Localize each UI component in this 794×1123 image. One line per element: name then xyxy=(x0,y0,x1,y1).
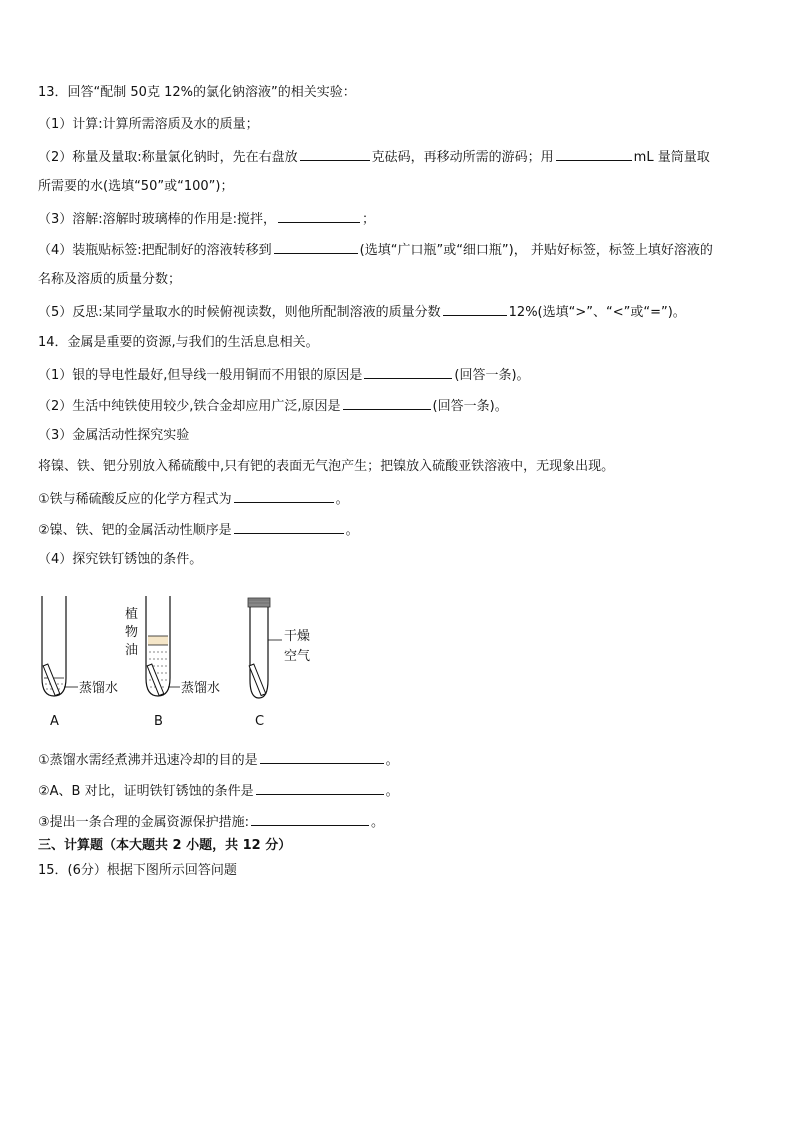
q13-step2 xyxy=(38,147,710,167)
q13-step2-text-c: mL 量筒量取 xyxy=(633,150,710,165)
q13-step5-text-b: 12%(选填“>”、“<”或“=”)。 xyxy=(508,305,686,320)
answer-blank[interactable] xyxy=(256,781,384,795)
q13-step3-text-a: （3）溶解:溶解时玻璃棒的作用是:搅拌， xyxy=(38,212,277,227)
q13-step2-cont: 所需要的水(选填“50”或“100”)； xyxy=(38,179,234,194)
test-tube-b xyxy=(125,596,220,729)
label-water-b: 蒸馏水 xyxy=(181,681,221,696)
q14-part1-text-a: （1）银的导电性最好,但导线一般用铜而不用银的原因是 xyxy=(38,368,363,383)
label-oil-2: 物 xyxy=(125,625,139,640)
label-oil-3: 油 xyxy=(125,643,139,658)
q14-part1-text-b: (回答一条)。 xyxy=(454,368,530,383)
q14-part2-text-a: （2）生活中纯铁使用较少,铁合金却应用广泛,原因是 xyxy=(38,399,341,414)
q14-part3-q1 xyxy=(38,489,349,509)
test-tube-a xyxy=(42,596,118,729)
answer-blank[interactable] xyxy=(343,396,431,410)
label-air-2: 空气 xyxy=(284,649,310,664)
stopper-icon xyxy=(248,598,270,607)
label-tube-a: A xyxy=(50,714,59,729)
oil-layer xyxy=(148,636,168,645)
q14-part3-q2 xyxy=(38,520,359,540)
q14-part2-text-b: (回答一条)。 xyxy=(432,399,508,414)
q13-step5 xyxy=(38,302,686,322)
answer-blank[interactable] xyxy=(234,489,334,503)
test-tubes-figure xyxy=(30,592,310,742)
answer-blank[interactable] xyxy=(260,750,384,764)
q13-step2-text-a: （2）称量及量取:称量氯化钠时，先在右盘放 xyxy=(38,150,298,165)
q14-title: 14．金属是重要的资源,与我们的生活息息相关。 xyxy=(38,335,319,350)
label-tube-b: B xyxy=(154,714,163,729)
q14-part4-q2-text-a: ②A、B 对比，证明铁钉锈蚀的条件是 xyxy=(38,784,254,799)
answer-blank[interactable] xyxy=(364,365,452,379)
q13-step4-text-b: (选填“广口瓶”或“细口瓶”)， 并贴好标签，标签上填好溶液的 xyxy=(359,243,713,258)
q14-part3-desc: 将镍、铁、钯分别放入稀硫酸中,只有钯的表面无气泡产生；把镍放入硫酸亚铁溶液中，无现象出现。 xyxy=(38,459,615,474)
test-tube-c xyxy=(248,598,310,729)
q14-part3-q1-text-a: ①铁与稀硫酸反应的化学方程式为 xyxy=(38,492,232,507)
q13-step3-text-b: ； xyxy=(362,212,376,227)
q14-part3-q2-text-b: 。 xyxy=(345,523,359,538)
answer-blank[interactable] xyxy=(300,147,370,161)
label-air-1: 干燥 xyxy=(284,629,310,644)
q14-part4-q1 xyxy=(38,750,399,770)
q13-step2-text-b: 克砝码，再移动所需的游码；用 xyxy=(371,150,554,165)
q14-part4-q2 xyxy=(38,781,399,801)
q13-title: 13．回答“配制 50克 12%的氯化钠溶液”的相关实验： xyxy=(38,85,356,100)
answer-blank[interactable] xyxy=(556,147,632,161)
label-tube-c: C xyxy=(255,714,265,729)
q14-part3: （3）金属活动性探究实验 xyxy=(38,428,190,443)
q14-part4-q1-text-b: 。 xyxy=(385,753,399,768)
q14-part3-q1-text-b: 。 xyxy=(335,492,349,507)
q14-part2 xyxy=(38,396,508,416)
q14-part1 xyxy=(38,365,530,385)
q13-step4-cont: 名称及溶质的质量分数； xyxy=(38,272,182,287)
q13-step4 xyxy=(38,240,713,260)
q14-part4: （4）探究铁钉锈蚀的条件。 xyxy=(38,552,203,567)
q14-part4-q3-text-a: ③提出一条合理的金属资源保护措施: xyxy=(38,815,250,830)
q14-part4-q1-text-a: ①蒸馏水需经煮沸并迅速冷却的目的是 xyxy=(38,753,258,768)
q13-step4-text-a: （4）装瓶贴标签:把配制好的溶液转移到 xyxy=(38,243,272,258)
nail-icon xyxy=(43,664,60,696)
q15-title: 15．(6分）根据下图所示回答问题 xyxy=(38,863,237,878)
q13-step1: （1）计算:计算所需溶质及水的质量； xyxy=(38,117,259,132)
section-3-heading: 三、计算题（本大题共 2 小题，共 12 分） xyxy=(38,838,292,853)
answer-blank[interactable] xyxy=(443,302,507,316)
q14-part3-q2-text-a: ②镍、铁、钯的金属活动性顺序是 xyxy=(38,523,232,538)
answer-blank[interactable] xyxy=(234,520,344,534)
q13-step5-text-a: （5）反思:某同学量取水的时候俯视读数，则他所配制溶液的质量分数 xyxy=(38,305,441,320)
q14-part4-q2-text-b: 。 xyxy=(385,784,399,799)
q14-part4-q3 xyxy=(38,812,384,832)
answer-blank[interactable] xyxy=(278,209,360,223)
label-water-a: 蒸馏水 xyxy=(79,681,119,696)
answer-blank[interactable] xyxy=(274,240,358,254)
label-oil-1: 植 xyxy=(125,607,139,622)
q14-part4-q3-text-b: 。 xyxy=(371,815,385,830)
answer-blank[interactable] xyxy=(251,812,369,826)
q13-step3 xyxy=(38,209,375,229)
